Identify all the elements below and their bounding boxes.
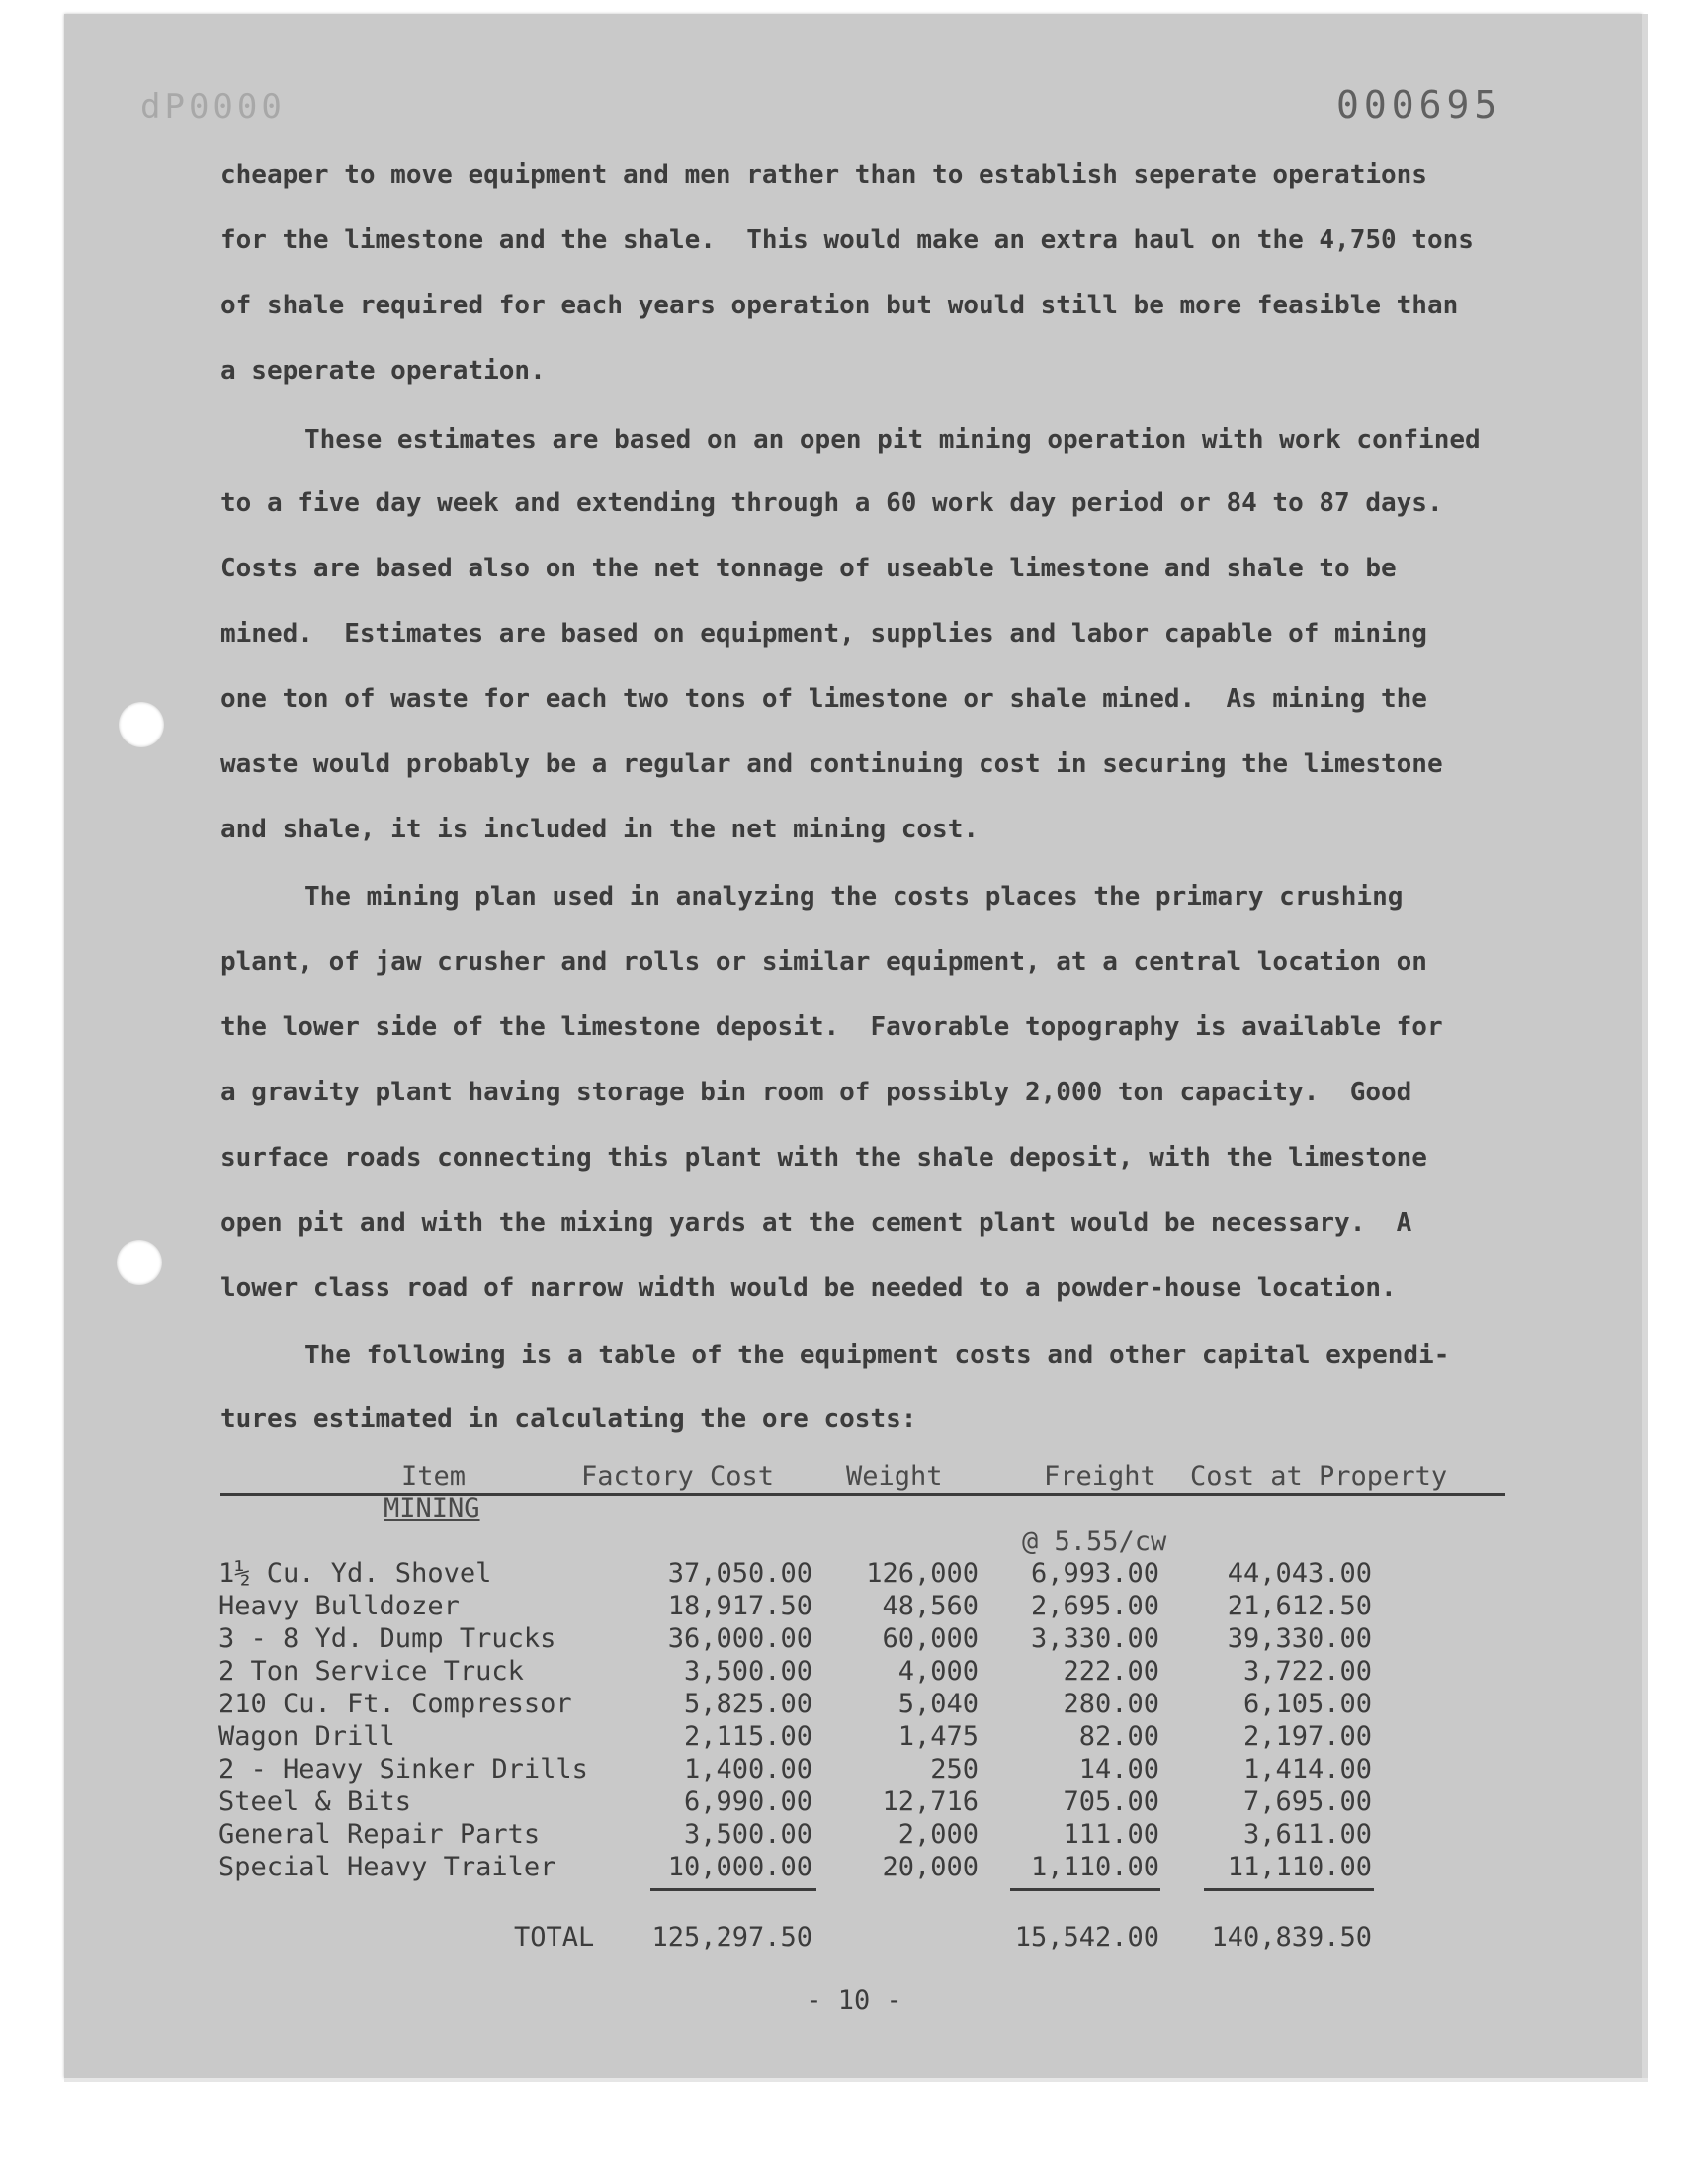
cell-factory-cost: 5,825.00 [683,1689,812,1719]
document-number-stamp: 000695 [1336,83,1502,127]
cell-weight: 48,560 [882,1591,979,1621]
cell-weight: 60,000 [882,1623,979,1654]
cell-cost-at-property: 6,105.00 [1242,1689,1372,1719]
text-line: The following is a table of the equipment costs and other capital expendi- [304,1341,1450,1370]
cell-freight: 82.00 [1078,1721,1159,1752]
cell-item: 2 Ton Service Truck [218,1656,524,1687]
table-row [0,1754,1708,1785]
cell-cost-at-property: 11,110.00 [1227,1852,1372,1882]
cell-weight: 250 [930,1754,979,1784]
cell-item: 2 - Heavy Sinker Drills [218,1754,588,1784]
column-header-item: Item [401,1461,467,1492]
cell-item: Special Heavy Trailer [218,1852,556,1882]
table-row [0,1656,1708,1688]
text-line: The mining plan used in analyzing the costs places the primary crushing [304,882,1404,912]
text-line: plant, of jaw crusher and rolls or similar equipment, at a central location on [220,947,1427,977]
cell-weight: 2,000 [897,1819,979,1850]
cell-item: 210 Cu. Ft. Compressor [218,1689,572,1719]
cell-weight: 4,000 [897,1656,979,1687]
column-header-cost-at-property: Cost at Property [1190,1461,1448,1492]
cell-cost-at-property: 44,043.00 [1227,1558,1372,1589]
page-edge [64,2078,1648,2082]
text-line: to a five day week and extending through a 60 work day period or 84 to 87 days. [220,488,1443,518]
column-header-weight: Weight [846,1461,943,1492]
cell-freight: 6,993.00 [1030,1558,1159,1589]
cell-weight: 20,000 [882,1852,979,1882]
text-line: a gravity plant having storage bin room of possibly 2,000 ton capacity. Good [220,1078,1412,1107]
cell-cost-at-property: 7,695.00 [1242,1786,1372,1817]
page-number: - 10 - [806,1985,902,2016]
cell-item: Heavy Bulldozer [218,1591,460,1621]
text-line: of shale required for each years operation but would still be more feasible than [220,291,1459,320]
total-factory-cost: 125,297.50 [651,1922,812,1953]
cell-factory-cost: 3,500.00 [683,1656,812,1687]
cell-factory-cost: 36,000.00 [667,1623,812,1654]
cell-cost-at-property: 2,197.00 [1242,1721,1372,1752]
column-header-freight: Freight [1044,1461,1156,1492]
cell-factory-cost: 2,115.00 [683,1721,812,1752]
cell-item: General Repair Parts [218,1819,541,1850]
cell-cost-at-property: 3,611.00 [1242,1819,1372,1850]
cell-cost-at-property: 1,414.00 [1242,1754,1372,1784]
cell-freight: 1,110.00 [1030,1852,1159,1882]
document-stamp-left: dP0000 [140,87,286,127]
cell-freight: 280.00 [1063,1689,1159,1719]
cell-freight: 3,330.00 [1030,1623,1159,1654]
cell-freight: 2,695.00 [1030,1591,1159,1621]
table-row [0,1819,1708,1851]
cell-cost-at-property: 39,330.00 [1227,1623,1372,1654]
text-line: These estimates are based on an open pit mining operation with work confined [304,425,1481,455]
table-row [0,1591,1708,1622]
cell-freight: 222.00 [1063,1656,1159,1687]
text-line: tures estimated in calculating the ore costs: [220,1404,917,1434]
text-line: for the limestone and the shale. This would make an extra haul on the 4,750 tons [220,225,1474,255]
binder-hole [119,702,164,747]
table-row [0,1852,1708,1883]
cell-weight: 12,716 [882,1786,979,1817]
column-header-factory-cost: Factory Cost [581,1461,775,1492]
cell-weight: 1,475 [897,1721,979,1752]
total-cost-at-property: 140,839.50 [1211,1922,1372,1953]
text-line: one ton of waste for each two tons of limestone or shale mined. As mining the [220,684,1427,714]
cell-factory-cost: 18,917.50 [667,1591,812,1621]
cell-cost-at-property: 21,612.50 [1227,1591,1372,1621]
total-freight: 15,542.00 [1014,1922,1159,1953]
cell-freight: 14.00 [1078,1754,1159,1784]
cell-item: 1½ Cu. Yd. Shovel [218,1558,492,1589]
cell-factory-cost: 1,400.00 [683,1754,812,1784]
table-row [0,1623,1708,1655]
text-line: and shale, it is included in the net mining cost. [220,815,980,844]
cell-weight: 126,000 [866,1558,979,1589]
sum-rule [1204,1888,1374,1891]
section-label: MINING [384,1493,480,1523]
cell-factory-cost: 10,000.00 [667,1852,812,1882]
sum-rule [1010,1888,1160,1891]
text-line: Costs are based also on the net tonnage of useable limestone and shale to be [220,554,1397,583]
text-line: the lower side of the limestone deposit. Favorable topography is available for [220,1012,1443,1042]
text-line: open pit and with the mixing yards at the cement plant would be necessary. A [220,1208,1412,1238]
cell-factory-cost: 6,990.00 [683,1786,812,1817]
text-line: a seperate operation. [220,356,546,386]
cell-factory-cost: 37,050.00 [667,1558,812,1589]
text-line: lower class road of narrow width would be needed to a powder-house location. [220,1273,1397,1303]
text-line: waste would probably be a regular and continuing cost in securing the limestone [220,749,1443,779]
cell-item: Wagon Drill [218,1721,395,1752]
table-row [0,1558,1708,1590]
text-line: cheaper to move equipment and men rather than to establish seperate operations [220,160,1427,190]
table-row [0,1786,1708,1818]
binder-hole [117,1240,162,1285]
text-line: surface roads connecting this plant with the shale deposit, with the limestone [220,1143,1427,1173]
cell-weight: 5,040 [897,1689,979,1719]
cell-freight: 705.00 [1063,1786,1159,1817]
total-label: TOTAL [514,1922,595,1953]
sum-rule [650,1888,816,1891]
freight-rate-note: @ 5.55/cw [1022,1526,1167,1557]
table-row [0,1721,1708,1753]
cell-item: Steel & Bits [218,1786,412,1817]
table-row [0,1689,1708,1720]
cell-factory-cost: 3,500.00 [683,1819,812,1850]
text-line: mined. Estimates are based on equipment, supplies and labor capable of mining [220,619,1427,649]
cell-freight: 111.00 [1063,1819,1159,1850]
cell-item: 3 - 8 Yd. Dump Trucks [218,1623,556,1654]
cell-cost-at-property: 3,722.00 [1242,1656,1372,1687]
